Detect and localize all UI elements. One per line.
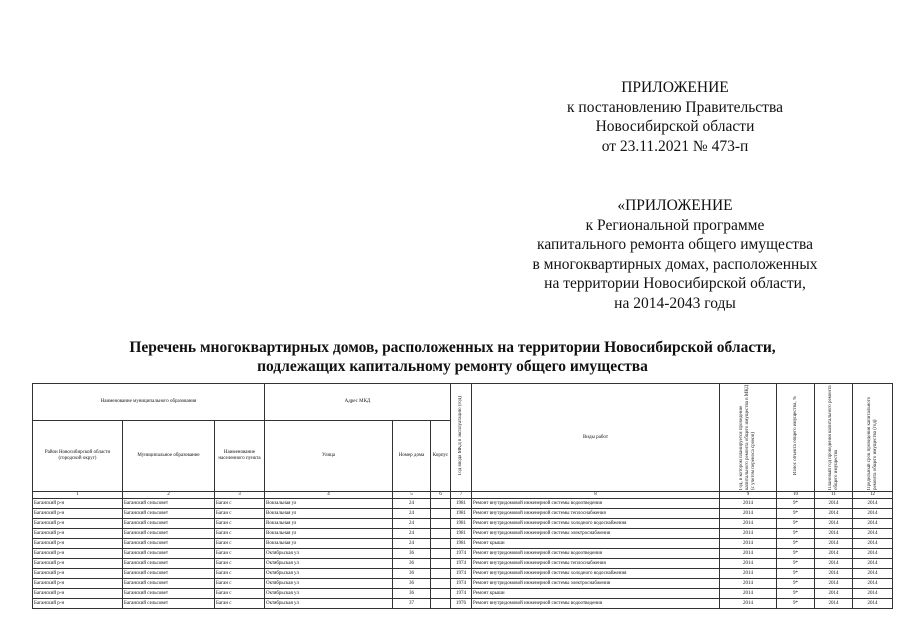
table-cell: Ремонт внутридомовой инженерной системы холодного водоснабжения: [472, 569, 720, 579]
table-cell: 1974: [451, 579, 472, 589]
table-cell: 9*: [777, 599, 815, 609]
wear-header-text: Износ объекта общего имущества, %: [792, 396, 798, 476]
table-cell: [431, 599, 451, 609]
table-cell: 2014: [853, 519, 893, 529]
table-cell: 2014: [815, 499, 853, 509]
table-cell: Баганский сельсовет: [123, 529, 215, 539]
table-cell: 2014: [853, 579, 893, 589]
program-line: на 2014-2043 годы: [614, 294, 736, 312]
appendix-line: Новосибирской области: [595, 118, 755, 135]
table-cell: Баганский сельсовет: [123, 549, 215, 559]
table-cell: 2014: [815, 569, 853, 579]
program-line: капитального ремонта общего имущества: [537, 236, 813, 253]
table-cell: Баган с: [215, 529, 265, 539]
program-appendix-header: [480, 196, 870, 313]
table-cell: Октябрьская ул: [265, 559, 393, 569]
table-cell: Баган с: [215, 499, 265, 509]
table-cell: Баганский сельсовет: [123, 599, 215, 609]
table-cell: Баганский сельсовет: [123, 539, 215, 549]
table-cell: Баганский сельсовет: [123, 569, 215, 579]
appendix-line: от 23.11.2021 № 473-п: [601, 137, 749, 155]
table-row: [33, 579, 893, 589]
table-cell: 2014: [720, 599, 777, 609]
table-cell: Баганский р-н: [33, 519, 123, 529]
district-header: Район Новосибирской области (городской округ): [33, 421, 123, 492]
table-cell: [431, 529, 451, 539]
table-cell: [431, 519, 451, 529]
table-cell: 2014: [720, 589, 777, 599]
table-cell: Ремонт крыши: [472, 539, 720, 549]
table-cell: [431, 549, 451, 559]
table-cell: Баганский р-н: [33, 579, 123, 589]
table-cell: 2014: [815, 519, 853, 529]
appendix-line: ПРИЛОЖЕНИЕ: [621, 79, 729, 96]
table-cell: 1974: [451, 559, 472, 569]
table-cell: Ремонт внутридомовой инженерной системы водоотведения: [472, 499, 720, 509]
table-cell: Баганский р-н: [33, 539, 123, 549]
table-cell: 24: [393, 509, 431, 519]
table-cell: 9*: [777, 579, 815, 589]
housing-register-table: [32, 383, 893, 609]
table-cell: Баганский р-н: [33, 589, 123, 599]
table-cell: 2014: [853, 599, 893, 609]
table-cell: [431, 539, 451, 549]
table-cell: [431, 509, 451, 519]
table-cell: 2014: [815, 579, 853, 589]
table-cell: 2014: [815, 509, 853, 519]
table-cell: Баганский р-н: [33, 559, 123, 569]
table-cell: Баганский сельсовет: [123, 519, 215, 529]
table-cell: Баган с: [215, 569, 265, 579]
municipality-header: Муниципальное образование: [123, 421, 215, 492]
table-row: [33, 569, 893, 579]
column-number: 5: [393, 492, 431, 499]
table-cell: 2014: [720, 519, 777, 529]
table-cell: Баганский сельсовет: [123, 589, 215, 599]
document-title: [30, 338, 875, 376]
year-built-header: [451, 384, 472, 492]
table-cell: Вокзальная ул: [265, 539, 393, 549]
table-cell: Октябрьская ул: [265, 599, 393, 609]
table-cell: 36: [393, 559, 431, 569]
table-cell: 36: [393, 549, 431, 559]
table-cell: 2014: [815, 529, 853, 539]
table-cell: 37: [393, 599, 431, 609]
table-cell: Вокзальная ул: [265, 519, 393, 529]
year-built-header-text: Год ввода МКД в эксплуатацию (год): [458, 396, 463, 476]
settlement-header: Наименование населенного пункта: [215, 421, 265, 492]
table-cell: Октябрьская ул: [265, 549, 393, 559]
table-cell: 24: [393, 499, 431, 509]
table-row: [33, 509, 893, 519]
table-cell: [431, 559, 451, 569]
wear-header: [777, 384, 815, 492]
column-numbers-row: [33, 492, 893, 499]
table-cell: Ремонт внутридомовой инженерной системы теплоснабжения: [472, 559, 720, 569]
program-line: «ПРИЛОЖЕНИЕ: [617, 197, 733, 214]
column-number: 8: [472, 492, 720, 499]
table-row: [33, 599, 893, 609]
table-cell: Октябрьская ул: [265, 579, 393, 589]
table-cell: 1981: [451, 509, 472, 519]
table-cell: [431, 579, 451, 589]
table-cell: Ремонт внутридомовой инженерной системы холодного водоснабжения: [472, 519, 720, 529]
table-cell: Баганский сельсовет: [123, 559, 215, 569]
table-cell: Баган с: [215, 539, 265, 549]
table-cell: 24: [393, 529, 431, 539]
program-line: к Региональной программе: [585, 216, 765, 234]
table-cell: Баганский р-н: [33, 529, 123, 539]
table-cell: 2014: [853, 569, 893, 579]
table-cell: 1974: [451, 569, 472, 579]
table-row: [33, 589, 893, 599]
table-cell: 2014: [720, 559, 777, 569]
table-cell: 36: [393, 579, 431, 589]
table-cell: Баган с: [215, 519, 265, 529]
title-line: подлежащих капитальному ремонту общего имущества: [257, 358, 648, 375]
table-cell: Баганский сельсовет: [123, 509, 215, 519]
table-cell: 24: [393, 519, 431, 529]
table-row: [33, 549, 893, 559]
table-cell: Октябрьская ул: [265, 589, 393, 599]
table-row: [33, 529, 893, 539]
table-row: [33, 559, 893, 569]
work-type-header: Виды работ: [472, 384, 720, 492]
table-cell: 1974: [451, 589, 472, 599]
table-cell: 2014: [853, 539, 893, 549]
table-body: [33, 492, 893, 609]
table-cell: 1981: [451, 539, 472, 549]
table-cell: 2014: [720, 499, 777, 509]
table-cell: Вокзальная ул: [265, 529, 393, 539]
column-number: 2: [123, 492, 215, 499]
column-number: 6: [431, 492, 451, 499]
appendix-line: к постановлению Правительства: [567, 98, 783, 116]
proposed-year-header: [815, 384, 853, 492]
planned-year-header: [720, 384, 777, 492]
table-cell: 2014: [853, 529, 893, 539]
table-cell: 2014: [815, 559, 853, 569]
table-cell: 9*: [777, 569, 815, 579]
table-cell: 1981: [451, 519, 472, 529]
table-cell: Ремонт внутридомовой инженерной системы водоотведения: [472, 549, 720, 559]
table-cell: Ремонт внутридомовой инженерной системы электроснабжения: [472, 529, 720, 539]
table-cell: Баган с: [215, 579, 265, 589]
column-number: 7: [451, 492, 472, 499]
table-cell: 2014: [720, 509, 777, 519]
table-cell: Баганский р-н: [33, 599, 123, 609]
table-cell: 1974: [451, 549, 472, 559]
table-cell: 1981: [451, 499, 472, 509]
table-cell: 2014: [720, 539, 777, 549]
table-cell: Баганский р-н: [33, 569, 123, 579]
table-cell: 2014: [720, 579, 777, 589]
building-header: Корпус: [431, 421, 451, 492]
table-cell: 9*: [777, 559, 815, 569]
table-cell: Баган с: [215, 589, 265, 599]
table-cell: 36: [393, 569, 431, 579]
column-number: 1: [33, 492, 123, 499]
table-cell: Вокзальная ул: [265, 509, 393, 519]
table-cell: [431, 569, 451, 579]
table-cell: 2014: [853, 589, 893, 599]
table-cell: 2014: [853, 559, 893, 569]
table-cell: Баган с: [215, 549, 265, 559]
table-cell: 2014: [853, 549, 893, 559]
table-cell: 2014: [815, 549, 853, 559]
table-cell: Вокзальная ул: [265, 499, 393, 509]
table-cell: 2014: [815, 599, 853, 609]
table-cell: Ремонт внутридомовой инженерной системы электроснабжения: [472, 579, 720, 589]
table-cell: 1976: [451, 599, 472, 609]
column-number: 3: [215, 492, 265, 499]
table-cell: Октябрьская ул: [265, 569, 393, 579]
column-number: 11: [815, 492, 853, 499]
column-number: 9: [720, 492, 777, 499]
table-cell: 2014: [720, 569, 777, 579]
table-cell: Баган с: [215, 509, 265, 519]
actual-year-header: [853, 384, 893, 492]
table-cell: 2014: [720, 549, 777, 559]
table-cell: 1981: [451, 529, 472, 539]
title-line: Перечень многоквартирных домов, расположенных на территории Новосибирской области,: [129, 339, 776, 356]
table-cell: 2014: [815, 589, 853, 599]
column-number: 10: [777, 492, 815, 499]
house-header: Номер дома: [393, 421, 431, 492]
appendix-header: [480, 78, 870, 156]
table-row: [33, 499, 893, 509]
table-row: [33, 539, 893, 549]
table-cell: Баганский р-н: [33, 549, 123, 559]
table-cell: 24: [393, 539, 431, 549]
table-cell: Баган с: [215, 599, 265, 609]
table-cell: 2014: [853, 509, 893, 519]
table-cell: Баганский р-н: [33, 509, 123, 519]
table-cell: [431, 499, 451, 509]
program-line: на территории Новосибирской области,: [544, 275, 806, 292]
address-group-header: Адрес МКД: [265, 384, 451, 421]
table-cell: [431, 589, 451, 599]
table-cell: Баган с: [215, 559, 265, 569]
actual-year-header-text: Предельный срок проведения капитального ремонта общего имущества (год): [866, 396, 878, 490]
column-number: 12: [853, 492, 893, 499]
table-cell: Баганский р-н: [33, 499, 123, 509]
table-cell: 9*: [777, 509, 815, 519]
program-line: в многоквартирных домах, расположенных: [532, 255, 818, 273]
street-header: Улица: [265, 421, 393, 492]
table-cell: 9*: [777, 549, 815, 559]
table-cell: 36: [393, 589, 431, 599]
table-cell: 9*: [777, 519, 815, 529]
proposed-year-header-text: Плановый год проведения капитального ремонта общего имущества: [827, 384, 839, 490]
table-cell: Ремонт крыши: [472, 589, 720, 599]
table-cell: Баганский сельсовет: [123, 499, 215, 509]
table-cell: Ремонт внутридомовой инженерной системы водоотведения: [472, 599, 720, 609]
table-cell: 9*: [777, 529, 815, 539]
table-cell: Баганский сельсовет: [123, 579, 215, 589]
municipal-group-header: Наименование муниципального образования: [33, 384, 265, 421]
column-number: 4: [265, 492, 393, 499]
table-cell: 9*: [777, 499, 815, 509]
table-cell: 2014: [720, 529, 777, 539]
table-cell: 2014: [815, 539, 853, 549]
table-cell: 2014: [853, 499, 893, 509]
table-cell: 9*: [777, 539, 815, 549]
table-row: [33, 519, 893, 529]
planned-year-header-text: Год, в котором планируется проведение капитального ремонта общего имущества в МКД (с учетом переноса сроков): [739, 384, 756, 490]
table-cell: Ремонт внутридомовой инженерной системы теплоснабжения: [472, 509, 720, 519]
table-cell: 9*: [777, 589, 815, 599]
